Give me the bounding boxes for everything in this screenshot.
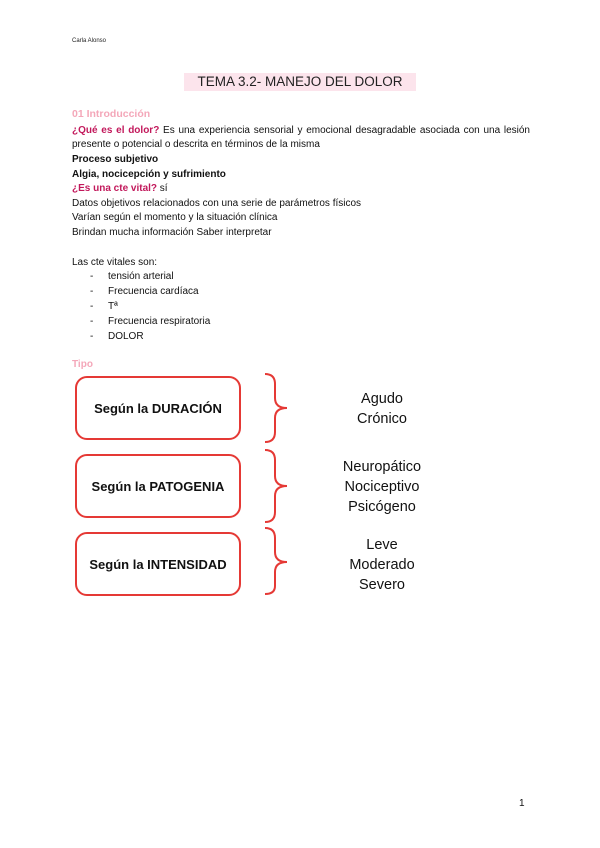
list-item: - Tª — [72, 299, 210, 314]
brace-patogenia — [265, 450, 287, 522]
text-line: Varían según el momento y la situación clínica — [72, 212, 278, 223]
list-item: Psicógeno — [348, 499, 416, 515]
vital-sign-question: ¿Es una cte vital? — [72, 183, 158, 194]
pain-definition: Es una experiencia sensorial y emocional desagradable asociada con una lesión presente o potencial o descrita en términos de la misma — [72, 125, 530, 150]
box-label-key: PATOGENIA — [149, 478, 225, 494]
box-label-prefix: Según la — [94, 400, 152, 416]
list-item: - Frecuencia respiratoria — [72, 314, 210, 329]
box-label-key: DURACIÓN — [151, 400, 222, 416]
list-item: - DOLOR — [72, 329, 210, 344]
pain-question: ¿Qué es el dolor? — [72, 125, 160, 136]
pain-definition-paragraph — [72, 124, 530, 152]
list-item: Severo — [359, 577, 405, 593]
list-item: Agudo — [361, 391, 403, 407]
box-label-prefix: Según la — [91, 478, 150, 494]
bold-line-algia: Algia, nocicepción y sufrimiento — [72, 169, 226, 180]
list-item: Moderado — [349, 557, 415, 573]
box-label-prefix: Según la — [89, 556, 148, 572]
box-duracion — [75, 376, 241, 440]
list-item: - tensión arterial — [72, 269, 210, 284]
brace-duracion — [265, 374, 287, 442]
items-intensidad — [318, 535, 446, 595]
items-patogenia — [318, 457, 446, 517]
box-label-key: INTENSIDAD — [147, 556, 227, 572]
list-item: Leve — [366, 537, 398, 553]
section-heading-intro: 01 Introducción — [72, 108, 151, 120]
list-item: - Frecuencia cardíaca — [72, 284, 210, 299]
author-header: Carla Alonso — [72, 38, 107, 44]
section-heading-tipo: Tipo — [72, 359, 93, 370]
list-item: Nociceptivo — [344, 479, 420, 495]
bold-line-subjective: Proceso subjetivo — [72, 154, 159, 165]
box-intensidad — [75, 532, 241, 596]
list-item: Neuropático — [342, 459, 422, 475]
box-patogenia — [75, 454, 241, 518]
text-line: Datos objetivos relacionados con una serie de parámetros físicos — [72, 198, 362, 209]
vital-sign-answer: sí — [157, 183, 168, 194]
text-line: Brindan mucha información Saber interpretar — [72, 227, 272, 238]
vital-list-intro: Las cte vitales son: — [72, 257, 158, 268]
list-item: Crónico — [357, 411, 407, 427]
brace-intensidad — [265, 528, 287, 594]
page-title: TEMA 3.2- MANEJO DEL DOLOR — [184, 73, 416, 91]
vital-signs-list — [72, 269, 210, 344]
items-duracion — [318, 389, 446, 429]
brace-group — [255, 370, 300, 595]
vital-sign-question-line — [72, 182, 168, 196]
page-number: 1 — [519, 798, 525, 809]
